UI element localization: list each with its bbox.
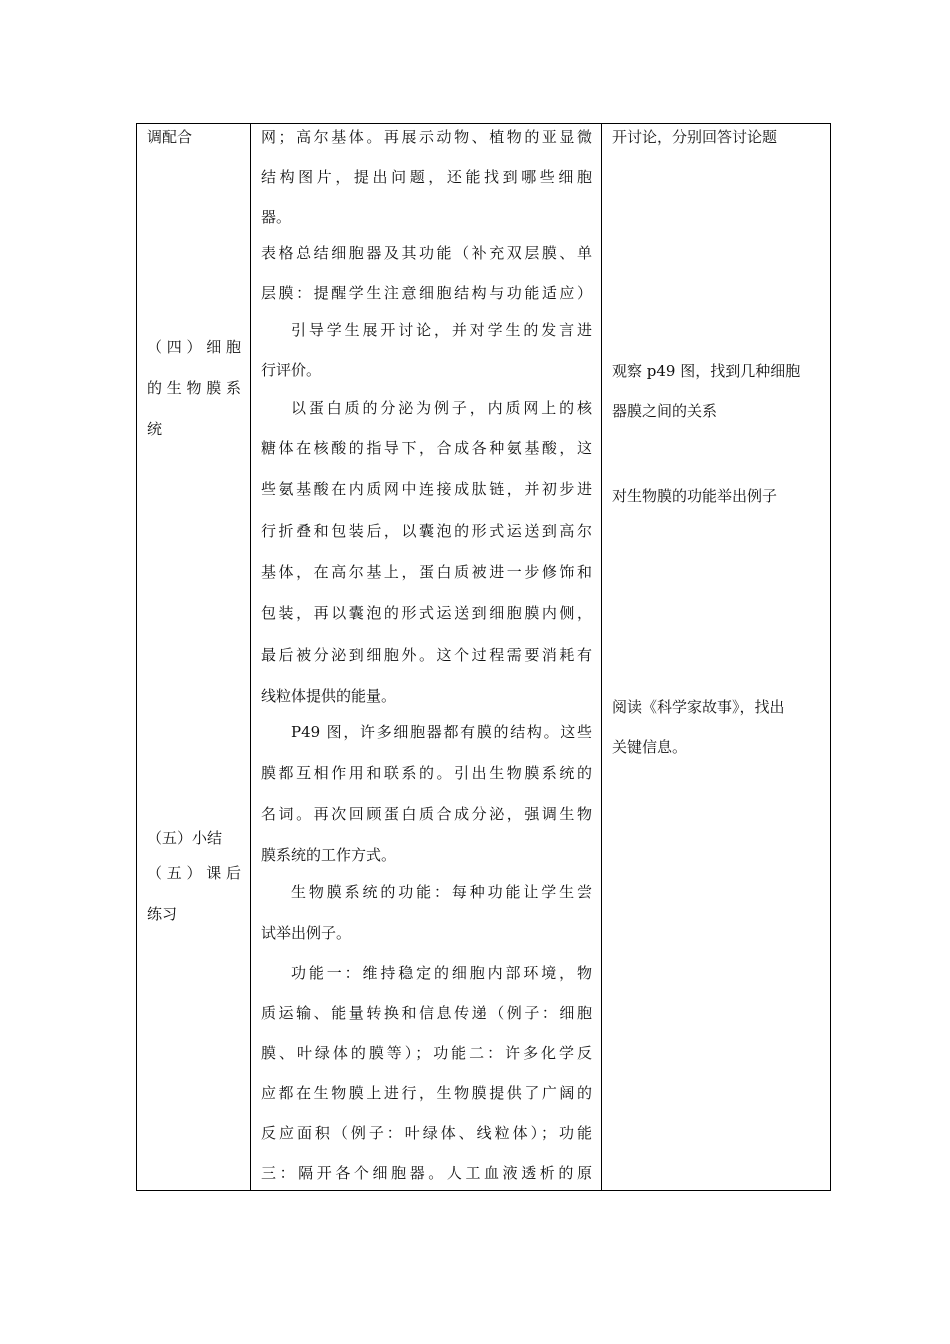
teacher-activity-line: 包装，再以囊泡的形式运送到细胞膜内侧， [261, 604, 592, 622]
student-activity-line: 关键信息。 [612, 738, 688, 756]
table-column-student-activity [602, 124, 830, 1190]
teacher-activity-line: 名词。再次回顾蛋白质合成分泌，强调生物 [261, 805, 592, 823]
teacher-activity-line: P49 图，许多细胞器都有膜的结构。这些 [291, 723, 592, 741]
teacher-activity-line: 功能一：维持稳定的细胞内部环境，物 [291, 964, 592, 982]
teacher-activity-line: 表格总结细胞器及其功能（补充双层膜、单 [261, 244, 592, 262]
stage-label: （五）小结 [147, 829, 223, 847]
teacher-activity-line: 最后被分泌到细胞外。这个过程需要消耗有 [261, 646, 592, 664]
stage-label: 练习 [147, 905, 178, 923]
stage-label: 统 [147, 420, 163, 438]
teacher-activity-line: 器。 [261, 208, 292, 226]
teacher-activity-line: 膜、叶绿体的膜等）；功能二：许多化学反 [261, 1044, 592, 1062]
teacher-activity-line: 引导学生展开讨论，并对学生的发言进 [291, 321, 592, 339]
student-activity-line: 阅读《科学家故事》，找出 [612, 698, 785, 716]
teacher-activity-line: 应都在生物膜上进行，生物膜提供了广阔的 [261, 1084, 592, 1102]
teacher-activity-line: 层膜：提醒学生注意细胞结构与功能适应） [261, 284, 592, 302]
teacher-activity-line: 结构图片，提出问题，还能找到哪些细胞 [261, 168, 592, 186]
teacher-activity-line: 反应面积（例子：叶绿体、线粒体）；功能 [261, 1124, 592, 1142]
teacher-activity-line: 些氨基酸在内质网中连接成肽链，并初步进 [261, 480, 592, 498]
student-activity-line: 开讨论，分别回答讨论题 [612, 128, 778, 146]
teacher-activity-line: 三：隔开各个细胞器。人工血液透析的原 [261, 1164, 592, 1182]
stage-label: （四）细胞 [147, 338, 241, 356]
stage-label: （五）课后 [147, 864, 241, 882]
teacher-activity-line: 质运输、能量转换和信息传递（例子：细胞 [261, 1004, 592, 1022]
teacher-activity-line: 生物膜系统的功能：每种功能让学生尝 [291, 883, 592, 901]
stage-label: 的生物膜系 [147, 379, 241, 397]
teacher-activity-line: 网；高尔基体。再展示动物、植物的亚显微 [261, 128, 592, 146]
student-activity-line: 对生物膜的功能举出例子 [612, 487, 778, 505]
table-column-teacher-activity [251, 124, 602, 1190]
student-activity-line: 观察 p49 图，找到几种细胞 [612, 362, 801, 380]
teacher-activity-line: 膜都互相作用和联系的。引出生物膜系统的 [261, 764, 592, 782]
lesson-plan-table [136, 123, 831, 1191]
stage-label: 调配合 [147, 128, 193, 146]
table-column-stage [137, 124, 251, 1190]
teacher-activity-line: 线粒体提供的能量。 [261, 687, 397, 705]
teacher-activity-line: 以蛋白质的分泌为例子，内质网上的核 [291, 399, 592, 417]
student-activity-line: 器膜之间的关系 [612, 402, 718, 420]
teacher-activity-line: 膜系统的工作方式。 [261, 846, 397, 864]
teacher-activity-line: 行折叠和包装后，以囊泡的形式运送到高尔 [261, 522, 592, 540]
teacher-activity-line: 糖体在核酸的指导下，合成各种氨基酸，这 [261, 439, 592, 457]
teacher-activity-line: 试举出例子。 [261, 924, 352, 942]
teacher-activity-line: 基体，在高尔基上，蛋白质被进一步修饰和 [261, 563, 592, 581]
teacher-activity-line: 行评价。 [261, 361, 322, 379]
